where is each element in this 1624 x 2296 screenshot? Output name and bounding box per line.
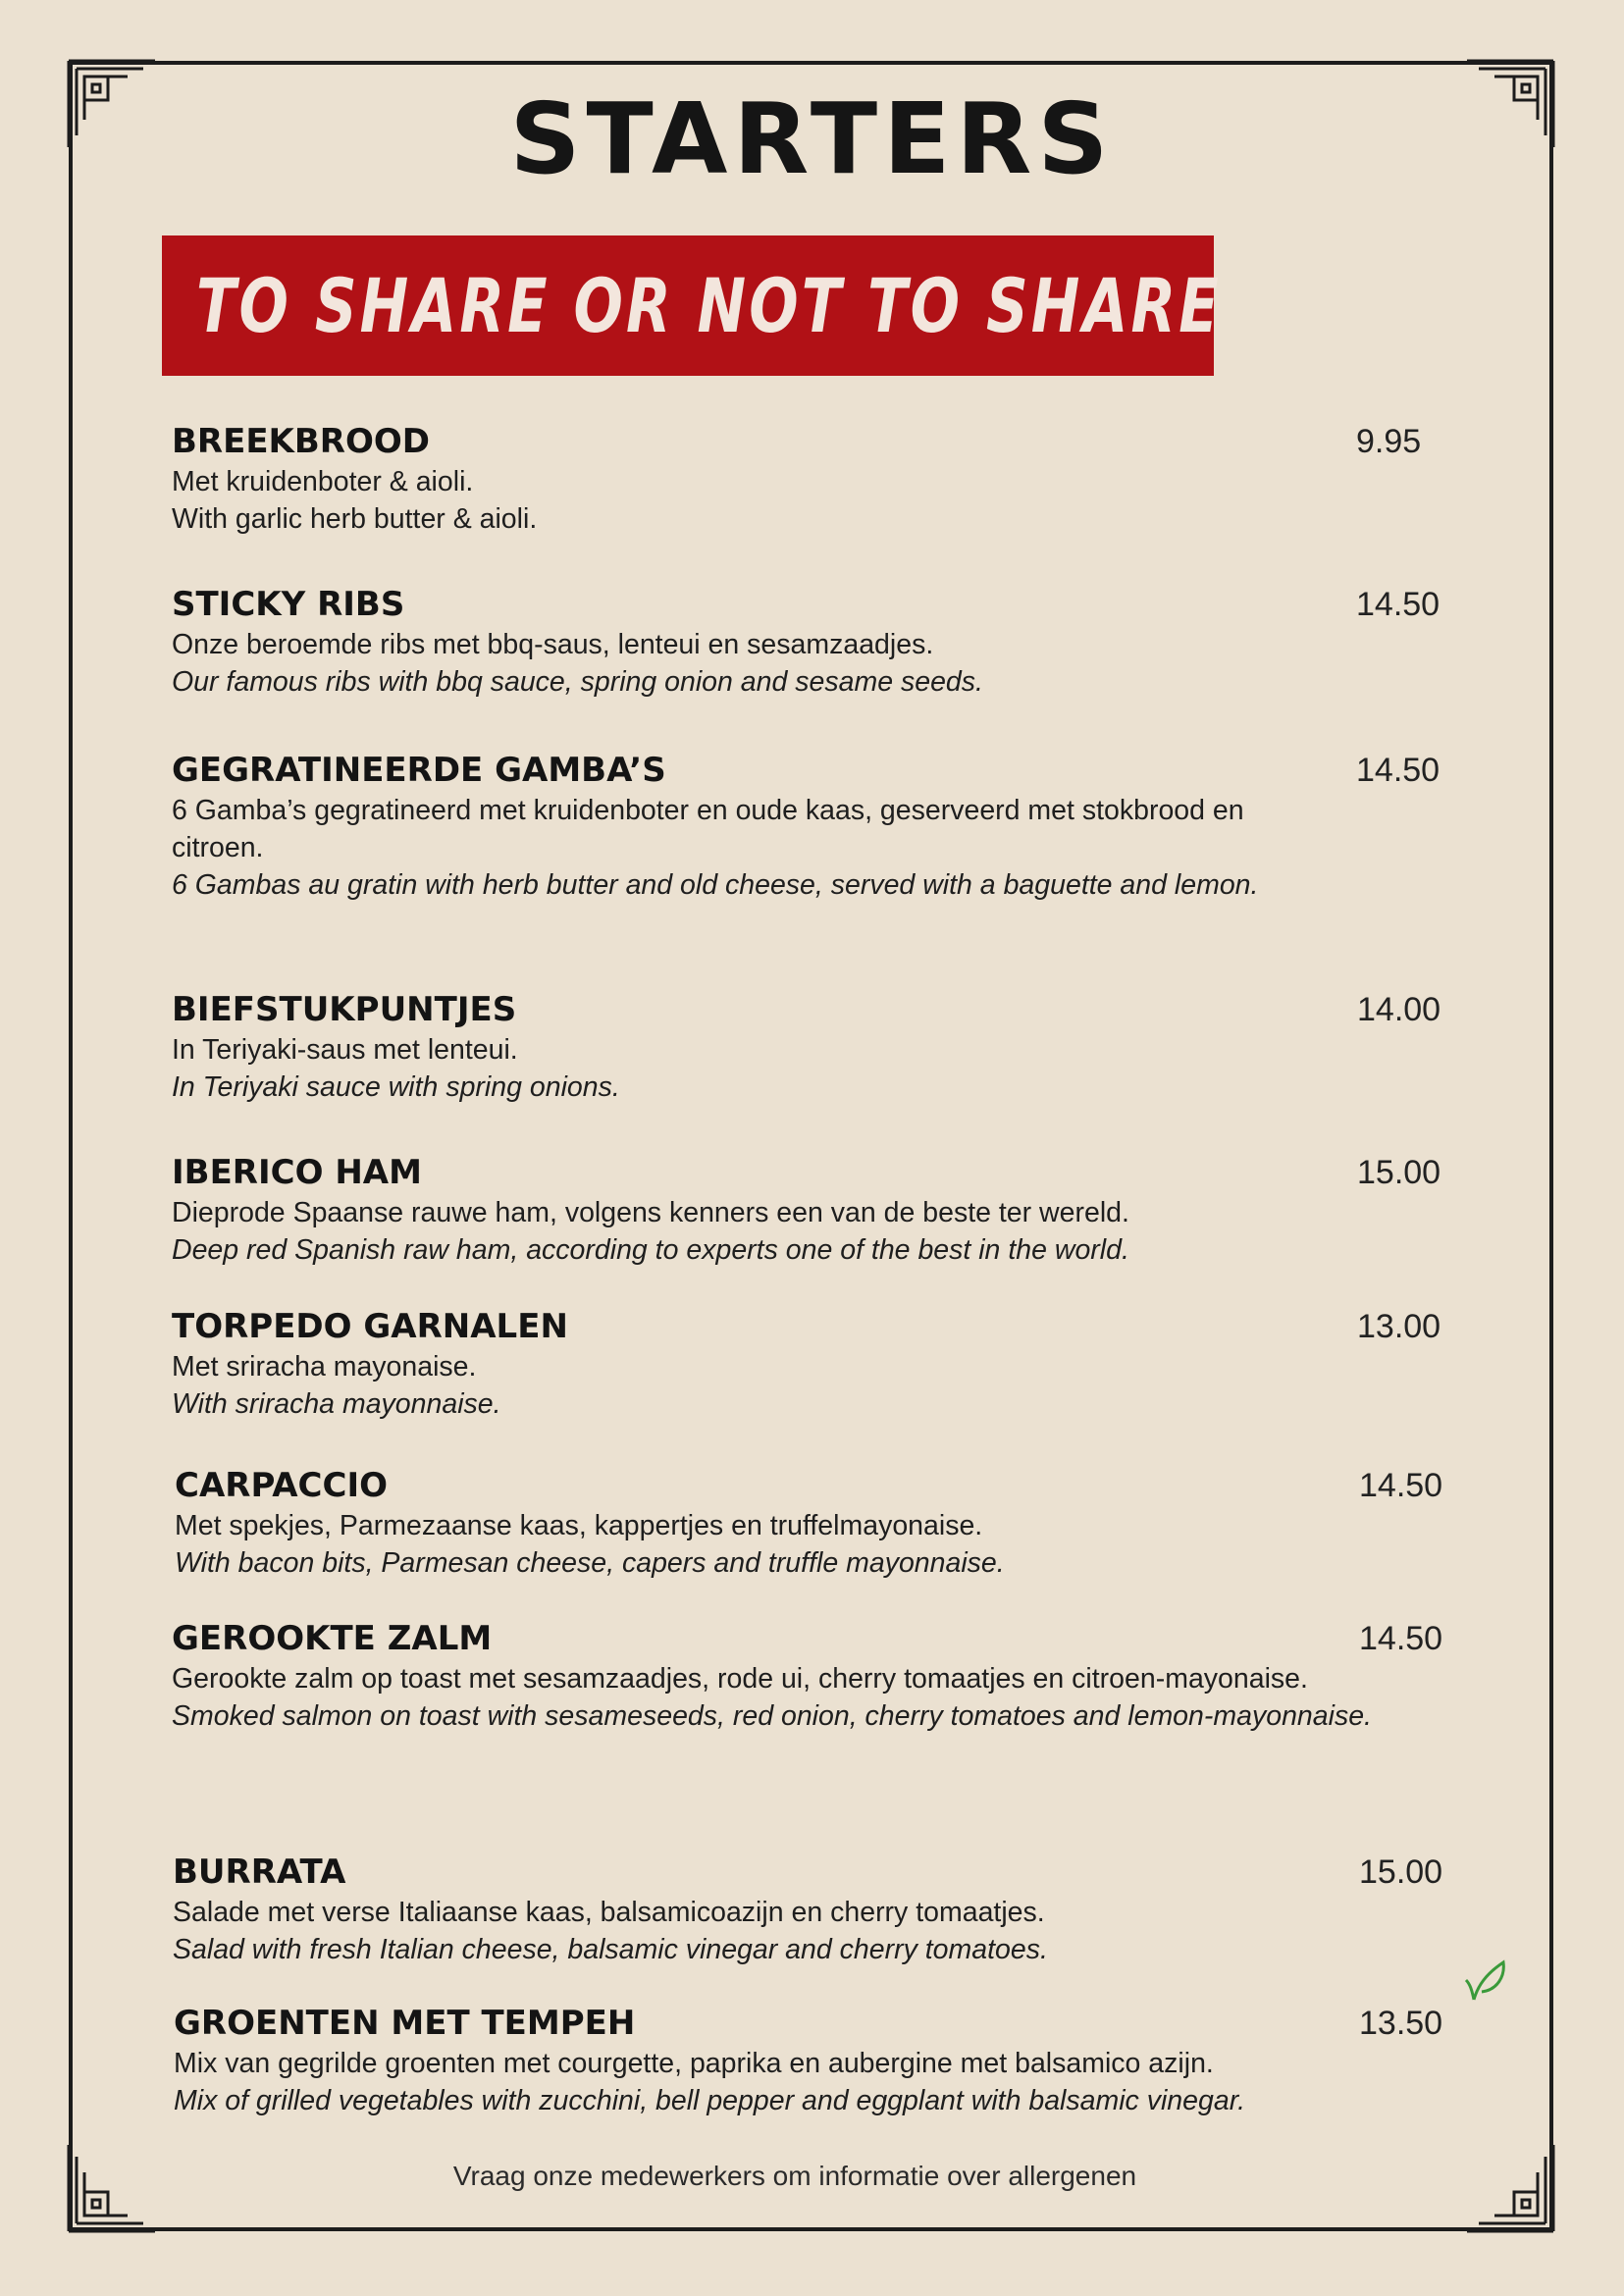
item-description-en: Smoked salmon on toast with sesameseeds, red onion, cherry tomatoes and lemon-mayonnaise. — [172, 1700, 1372, 1732]
page-title: STARTERS — [509, 81, 1115, 196]
item-name: BURRATA — [173, 1852, 346, 1892]
menu-item — [172, 420, 1467, 538]
item-name: GROENTEN MET TEMPEH — [174, 2004, 636, 2043]
item-name: GEGRATINEERDE GAMBA’S — [172, 751, 666, 790]
item-description-en: With bacon bits, Parmesan cheese, capers and truffle mayonnaise. — [175, 1547, 1005, 1579]
item-description-nl: Met sriracha mayonaise. — [172, 1351, 477, 1383]
item-description-en: Our famous ribs with bbq sauce, spring onion and sesame seeds. — [172, 666, 983, 698]
item-description-en: Deep red Spanish raw ham, according to experts one of the best in the world. — [172, 1234, 1129, 1266]
menu-item — [174, 2002, 1469, 2119]
item-description-en: 6 Gambas au gratin with herb butter and old cheese, served with a baguette and lemon. — [172, 869, 1259, 901]
item-name: IBERICO HAM — [172, 1153, 422, 1192]
item-description-nl: Dieprode Spaanse rauwe ham, volgens kenners een van de beste ter wereld. — [172, 1197, 1129, 1228]
item-name: TORPEDO GARNALEN — [172, 1307, 568, 1346]
item-description-en: Salad with fresh Italian cheese, balsamic vinegar and cherry tomatoes. — [173, 1934, 1048, 1965]
item-price: 13.00 — [1357, 1308, 1441, 1345]
menu-item — [172, 1151, 1467, 1269]
item-description-nl: 6 Gamba’s gegratineerd met kruidenboter en oude kaas, geserveerd met stokbrood en citroen. — [172, 795, 1244, 863]
menu-item — [172, 583, 1467, 701]
item-description-nl: In Teriyaki-saus met lenteui. — [172, 1034, 518, 1066]
item-name: BIEFSTUKPUNTJES — [172, 990, 517, 1029]
item-description-nl: Gerookte zalm op toast met sesamzaadjes, rode ui, cherry tomaatjes en citroen-mayonaise. — [172, 1663, 1308, 1695]
item-name: GEROOKTE ZALM — [172, 1619, 493, 1658]
menu-item — [173, 1851, 1468, 1968]
item-name: BREEKBROOD — [172, 422, 431, 461]
item-price: 14.50 — [1359, 1467, 1443, 1504]
item-price: 14.50 — [1356, 752, 1441, 789]
menu-item — [172, 1617, 1467, 1735]
leaf-icon — [1464, 1957, 1511, 2004]
item-price: 14.50 — [1359, 1620, 1443, 1657]
menu-item — [172, 1305, 1467, 1423]
item-description-en: With garlic herb butter & aioli. — [172, 503, 538, 535]
menu-item — [172, 749, 1467, 904]
menu-item — [172, 988, 1467, 1106]
item-description-en: With sriracha mayonnaise. — [172, 1388, 501, 1420]
item-price: 15.00 — [1357, 1154, 1441, 1191]
item-price: 14.50 — [1356, 586, 1441, 623]
item-description-nl: Onze beroemde ribs met bbq-saus, lenteui en sesamzaadjes. — [172, 629, 934, 660]
item-description-en: Mix of grilled vegetables with zucchini, bell pepper and eggplant with balsamic vinegar. — [174, 2085, 1246, 2116]
item-price: 15.00 — [1359, 1853, 1443, 1891]
item-name: CARPACCIO — [175, 1466, 389, 1505]
item-price: 9.95 — [1356, 423, 1422, 460]
menu-item — [175, 1464, 1470, 1582]
item-price: 14.00 — [1357, 991, 1441, 1028]
item-name: STICKY RIBS — [172, 585, 405, 624]
item-description-nl: Mix van gegrilde groenten met courgette, paprika en aubergine met balsamico azijn. — [174, 2048, 1214, 2079]
item-price: 13.50 — [1359, 2005, 1443, 2042]
allergen-note: Vraag onze medewerkers om informatie over allergenen — [452, 2161, 1137, 2191]
item-description-nl: Met spekjes, Parmezaanse kaas, kappertjes en truffelmayonaise. — [175, 1510, 983, 1541]
item-description-nl: Salade met verse Italiaanse kaas, balsamicoazijn en cherry tomaatjes. — [173, 1897, 1045, 1928]
banner-text: TO SHARE OR NOT TO SHARE — [196, 262, 1222, 349]
item-description-nl: Met kruidenboter & aioli. — [172, 466, 474, 497]
item-description-en: In Teriyaki sauce with spring onions. — [172, 1071, 620, 1103]
